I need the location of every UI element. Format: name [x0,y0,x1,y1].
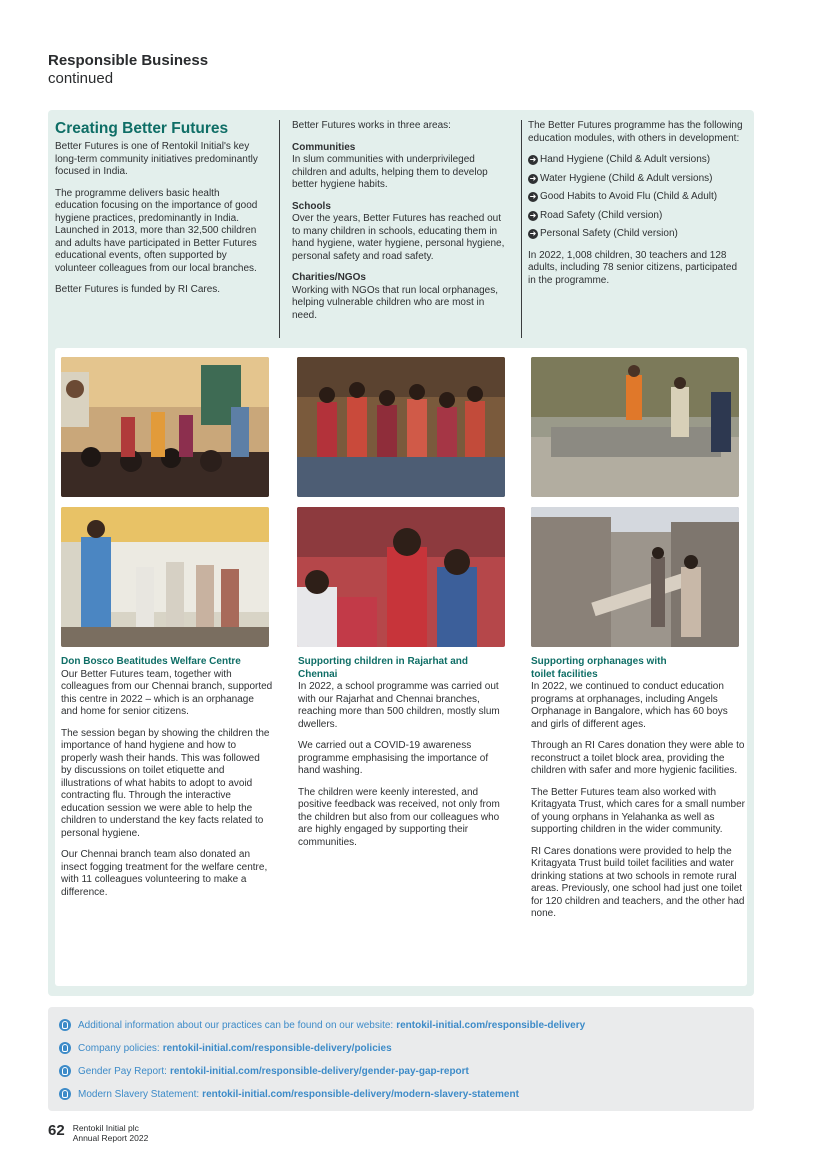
photo-school-children-group [297,357,505,497]
link-website[interactable]: Additional information about our practices can be found on our website: rentokil-initial.com/responsible-delivery [59,1019,585,1031]
arrow-right-icon: ➜ [529,155,537,165]
module-item: ➜ Hand Hygiene (Child & Adult versions) [529,154,711,165]
story-orphanages [531,656,745,930]
info-icon [59,1042,71,1054]
story-paragraph: We carried out a COVID-19 awareness programme emphasising the importance of hand washing. [298,740,489,776]
info-icon [59,1088,71,1100]
section-title: Responsible Business [48,52,209,69]
link-modern-slavery[interactable]: Modern Slavery Statement: rentokil-initial.com/responsible-delivery/modern-slavery-statement [59,1088,519,1100]
story-rajarhat-chennai [298,656,512,858]
story-don-bosco [61,656,273,908]
module-item: ➜ Water Hygiene (Child & Adult versions) [529,172,713,184]
report-info [73,1122,149,1143]
link-company-policies[interactable]: Company policies: rentokil-initial.com/responsible-delivery/policies [59,1042,392,1054]
photo-toilet-block [531,507,739,647]
story-paragraph: The session began by showing the children the importance of hand hygiene and how to properly wash their hands. This was followed by discussions on toilet etiquette and illustrations of what habits to adopt to avoid contracting flu. Through the interactive education session we were able to help the children to understand the key facts related to personal hygiene. [61,727,270,839]
story-paragraph: The children were keenly interested, and positive feedback was received, not only from the children but also from our colleagues who are highly engaged by supporting their communities. [298,786,500,848]
section-subtitle: continued [48,70,114,87]
info-icon [59,1019,71,1031]
company-name: Rentokil Initial plc [72,1123,139,1133]
area-charities [292,272,507,322]
info-icon [59,1065,71,1077]
photo-welfare-centre-session [61,357,269,497]
story-title: Supporting orphanages with toilet facilities [531,656,667,680]
area-text: Over the years, Better Futures has reached out to many children in schools, educating them in hand hygiene, water hygiene, personal hygiene, personal safety and road safety. [292,213,505,262]
area-heading: Charities/NGOs [292,272,366,283]
arrow-right-icon: ➜ [529,192,537,202]
intro-paragraph: The programme delivers basic health education focusing on the importance of good hygiene practices, predominantly in India. Launched in 2013, more than 32,500 children and adults have participated in Better Futures educational events, often supported by volunteer colleagues from our local branches. [55,187,258,274]
story-paragraph: Our Chennai branch team also donated an insect fogging treatment for the welfare centre, with 11 colleagues volunteering to make a difference. [61,849,268,898]
link-gender-pay-report[interactable]: Gender Pay Report: rentokil-initial.com/responsible-delivery/gender-pay-gap-report [59,1065,469,1077]
area-communities [292,142,507,192]
page-number: 62 [48,1122,65,1139]
arrow-right-icon: ➜ [529,173,537,183]
area-text: In slum communities with underprivileged children and adults, helping them to develop better hygiene habits. [292,154,488,190]
page-footer [48,1122,148,1143]
story-title: Supporting children in Rajarhat and Chennai [298,656,469,680]
module-item: ➜ Personal Safety (Child version) [529,228,678,239]
story-paragraph: In 2022, we continued to conduct education programs at orphanages, including Angels Orphanage in Bangalore, which has 60 boys and girls of different ages. [531,681,728,730]
area-text: Working with NGOs that run local orphanages, helping vulnerable children who are most in need. [292,284,499,321]
story-paragraph: Through an RI Cares donation they were able to reconstruct a toilet block area, providing the children with safer and more hygienic facilities. [531,740,745,776]
story-paragraph: RI Cares donations were provided to help the Kritagyata Trust build toilet facilities and water drinking stations at two schools in remote rural areas. Previously, one school had just one toilet for 120 children and teachers, and the other had none. [531,845,745,919]
report-name: Annual Report 2022 [72,1133,149,1143]
arrow-right-icon: ➜ [529,229,537,239]
photo-handwashing-demo [61,507,269,647]
photo-children-masks [297,507,505,647]
links-box [48,1007,754,1111]
column-divider [521,120,522,338]
story-paragraph: Our Better Futures team, together with colleagues from our Chennai branch, supported this centre in 2022 – which is an orphanage and home for senior citizens. [61,668,273,717]
story-title: Don Bosco Beatitudes Welfare Centre [61,656,241,667]
intro-paragraph: Better Futures is one of Rentokil Initial's key long-term community initiatives predominantly focused in India. [55,141,258,177]
intro-column [55,120,265,306]
story-paragraph: The Better Futures team also worked with Kritagyata Trust, which cares for a small number of young orphans in Yelahanka as well as supporting children in the wider community. [531,786,745,835]
column-divider [279,120,280,338]
intro-title: Creating Better Futures [55,120,229,137]
photo-construction-site [531,357,739,497]
modules-column [528,120,743,296]
areas-column [292,120,507,331]
modules-stat: In 2022, 1,008 children, 30 teachers and 128 adults, including 78 senior citizens, participated in the programme. [528,249,738,286]
intro-paragraph: Better Futures is funded by RI Cares. [55,284,221,295]
modules-lead: The Better Futures programme has the following education modules, with others in development: [528,120,743,144]
area-heading: Schools [292,200,331,212]
areas-lead: Better Futures works in three areas: [292,120,451,131]
area-heading: Communities [292,141,356,153]
area-schools [292,201,507,264]
story-paragraph: In 2022, a school programme was carried out with our Rajarhat and Chennai branches, reaching more than 500 children, mostly slum dwellers. [298,681,500,730]
module-item: ➜ Road Safety (Child version) [529,209,663,221]
page-header [48,52,208,88]
module-item: ➜ Good Habits to Avoid Flu (Child & Adult) [529,191,718,202]
arrow-right-icon: ➜ [529,210,537,220]
